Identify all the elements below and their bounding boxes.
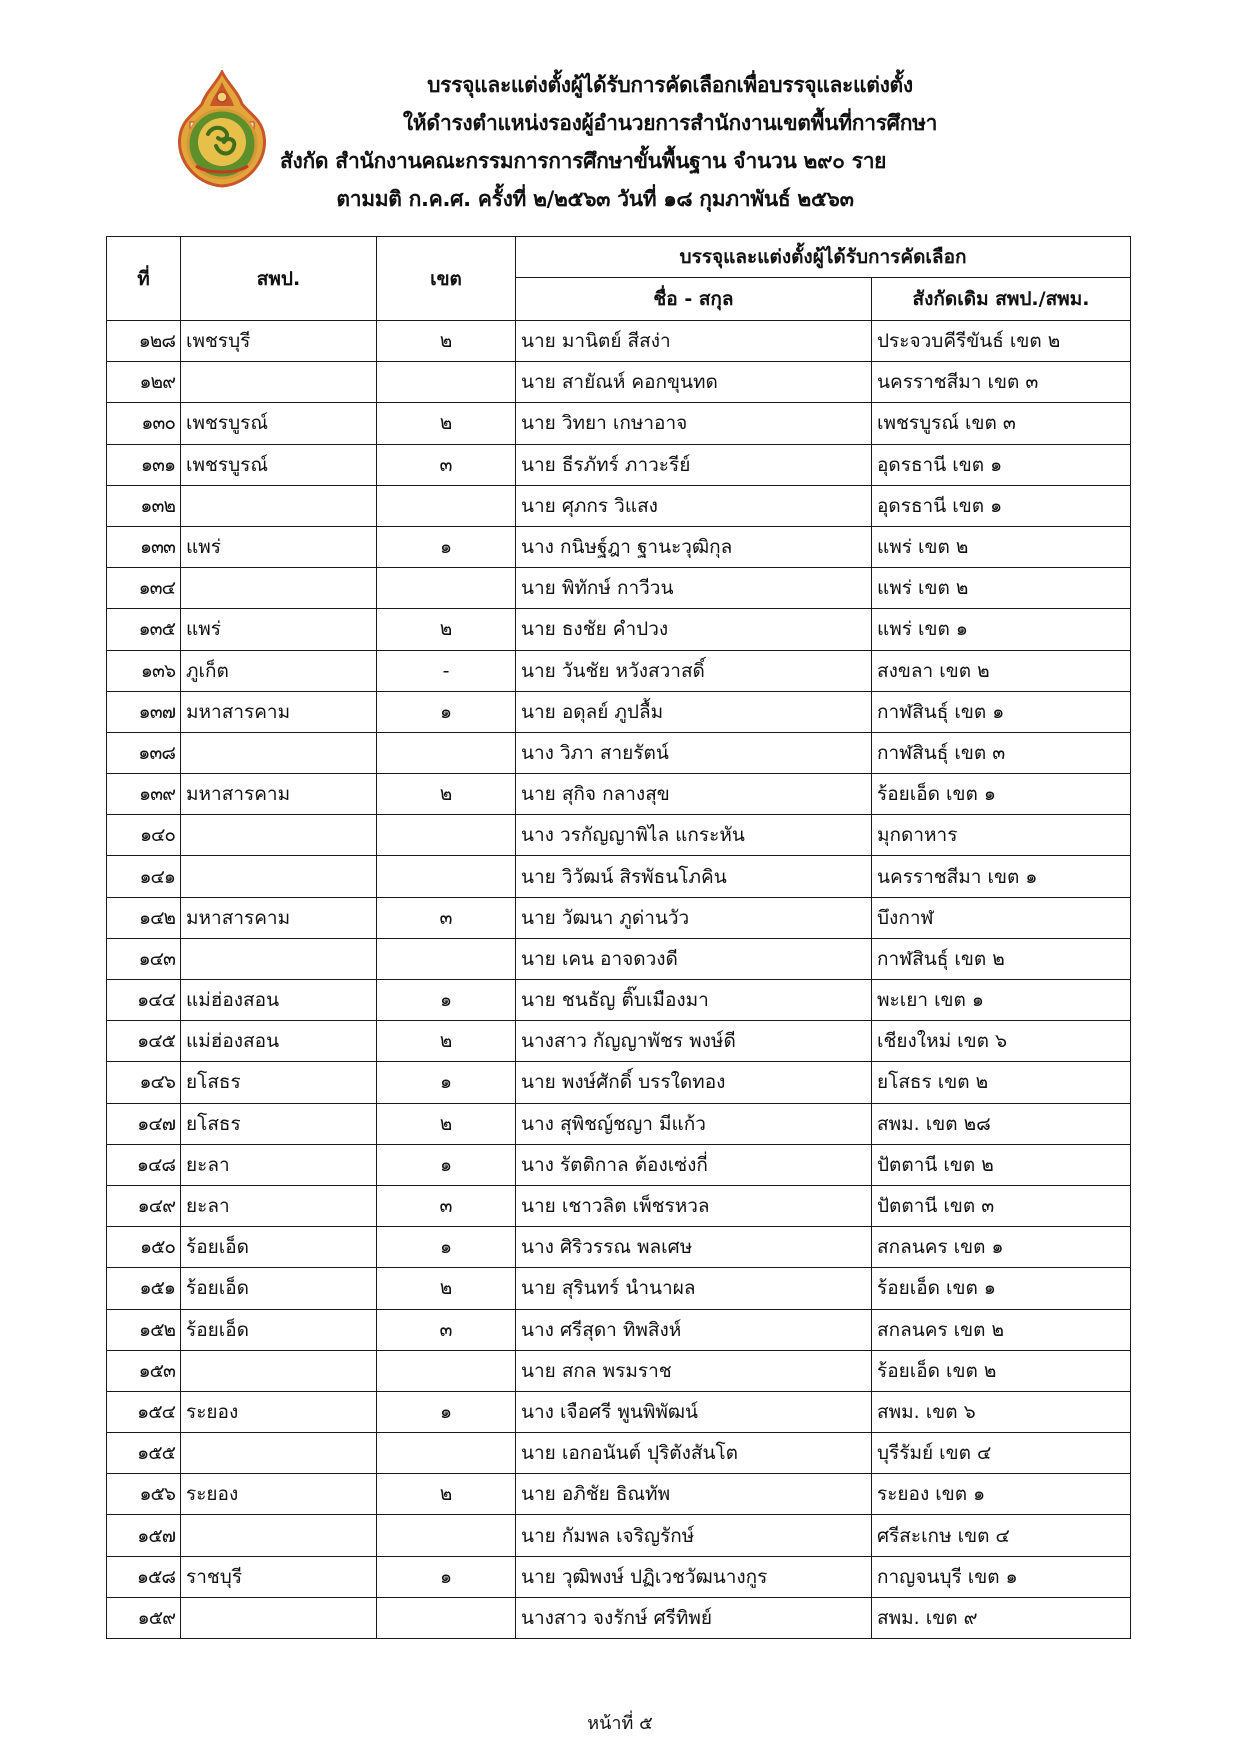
table-row xyxy=(107,1227,1131,1268)
name-cell: นาย สกล พรมราช xyxy=(516,1350,872,1391)
name-cell: นาง วิภา สายรัตน์ xyxy=(516,732,872,773)
row-number: ๑๕๑ xyxy=(107,1268,181,1309)
table-row xyxy=(107,1350,1131,1391)
table-row xyxy=(107,1021,1131,1062)
zone-cell xyxy=(377,568,516,609)
office-cell: เพชรบูรณ์ xyxy=(181,444,377,485)
origin-cell: อุดรธานี เขต ๑ xyxy=(872,444,1131,485)
table-row xyxy=(107,1185,1131,1226)
zone-cell xyxy=(377,1515,516,1556)
table-row xyxy=(107,609,1131,650)
office-cell: แม่ฮ่องสอน xyxy=(181,980,377,1021)
row-number: ๑๕๐ xyxy=(107,1227,181,1268)
table-row xyxy=(107,774,1131,815)
table-row xyxy=(107,568,1131,609)
name-cell: นาง กนิษฐ์ฎา ฐานะวุฒิกุล xyxy=(516,526,872,567)
office-cell xyxy=(181,485,377,526)
zone-cell xyxy=(377,362,516,403)
origin-cell: ร้อยเอ็ด เขต ๑ xyxy=(872,774,1131,815)
zone-cell: ๒ xyxy=(377,1021,516,1062)
name-cell: นาย วันชัย หวังสวาสดิ์ xyxy=(516,650,872,691)
row-number: ๑๔๓ xyxy=(107,938,181,979)
office-cell: ราชบุรี xyxy=(181,1556,377,1597)
row-number: ๑๔๘ xyxy=(107,1144,181,1185)
row-number: ๑๓๗ xyxy=(107,691,181,732)
origin-cell: แพร่ เขต ๒ xyxy=(872,568,1131,609)
row-number: ๑๒๘ xyxy=(107,321,181,362)
origin-cell: นครราชสีมา เขต ๑ xyxy=(872,856,1131,897)
row-number: ๑๔๔ xyxy=(107,980,181,1021)
zone-cell xyxy=(377,1350,516,1391)
column-header-office: สพป. xyxy=(181,237,377,321)
title-line-1: บรรจุและแต่งตั้งผู้ได้รับการคัดเลือกเพื่อบรรจุและแต่งตั้ง xyxy=(427,73,913,97)
name-cell: นาย ธีรภัทร์ ภาวะรีย์ xyxy=(516,444,872,485)
office-cell: ระยอง xyxy=(181,1391,377,1432)
name-cell: นาง รัตติกาล ต้องเซ่งกี่ xyxy=(516,1144,872,1185)
zone-cell: ๓ xyxy=(377,897,516,938)
name-cell: นาย มานิตย์ สีสง่า xyxy=(516,321,872,362)
row-number: ๑๓๔ xyxy=(107,568,181,609)
origin-cell: ระยอง เขต ๑ xyxy=(872,1474,1131,1515)
office-cell: เพชรบุรี xyxy=(181,321,377,362)
zone-cell xyxy=(377,1597,516,1638)
zone-cell xyxy=(377,938,516,979)
column-header-no: ที่ xyxy=(107,237,181,321)
zone-cell: ๒ xyxy=(377,1103,516,1144)
zone-cell: ๒ xyxy=(377,774,516,815)
origin-cell: สกลนคร เขต ๒ xyxy=(872,1309,1131,1350)
row-number: ๑๒๙ xyxy=(107,362,181,403)
origin-cell: สกลนคร เขต ๑ xyxy=(872,1227,1131,1268)
table-row xyxy=(107,980,1131,1021)
table-row xyxy=(107,650,1131,691)
origin-cell: สพม. เขต ๒๘ xyxy=(872,1103,1131,1144)
row-number: ๑๕๖ xyxy=(107,1474,181,1515)
row-number: ๑๕๕ xyxy=(107,1433,181,1474)
origin-cell: กาญจนบุรี เขต ๑ xyxy=(872,1556,1131,1597)
row-number: ๑๓๓ xyxy=(107,526,181,567)
row-number: ๑๕๗ xyxy=(107,1515,181,1556)
origin-cell: ร้อยเอ็ด เขต ๒ xyxy=(872,1350,1131,1391)
name-cell: นาย วิทยา เกษาอาจ xyxy=(516,403,872,444)
table-row xyxy=(107,897,1131,938)
table-row xyxy=(107,938,1131,979)
row-number: ๑๔๑ xyxy=(107,856,181,897)
zone-cell: ๑ xyxy=(377,1391,516,1432)
row-number: ๑๓๕ xyxy=(107,609,181,650)
zone-cell: ๑ xyxy=(377,980,516,1021)
table-row xyxy=(107,1268,1131,1309)
name-cell: นาง ศิริวรรณ พลเศษ xyxy=(516,1227,872,1268)
row-number: ๑๔๖ xyxy=(107,1062,181,1103)
office-cell xyxy=(181,568,377,609)
office-cell: ยะลา xyxy=(181,1185,377,1226)
office-cell: ยโสธร xyxy=(181,1062,377,1103)
table-row xyxy=(107,403,1131,444)
origin-cell: กาฬสินธุ์ เขต ๒ xyxy=(872,938,1131,979)
row-number: ๑๓๒ xyxy=(107,485,181,526)
column-header-group: บรรจุและแต่งตั้งผู้ได้รับการคัดเลือก xyxy=(516,237,1131,278)
name-cell: นาย สายัณห์ คอกขุนทด xyxy=(516,362,872,403)
office-cell: ยโสธร xyxy=(181,1103,377,1144)
zone-cell: ๓ xyxy=(377,1185,516,1226)
origin-cell: แพร่ เขต ๒ xyxy=(872,526,1131,567)
office-cell xyxy=(181,1350,377,1391)
origin-cell: พะเยา เขต ๑ xyxy=(872,980,1131,1021)
row-number: ๑๔๕ xyxy=(107,1021,181,1062)
origin-cell: กาฬสินธุ์ เขต ๓ xyxy=(872,732,1131,773)
table-row xyxy=(107,321,1131,362)
name-cell: นาย วัฒนา ภูด่านวัว xyxy=(516,897,872,938)
table-row xyxy=(107,1144,1131,1185)
obec-emblem-logo xyxy=(172,70,272,188)
row-number: ๑๓๖ xyxy=(107,650,181,691)
name-cell: นาง วรกัญญาพิไล แกระหัน xyxy=(516,815,872,856)
zone-cell: ๓ xyxy=(377,1309,516,1350)
office-cell xyxy=(181,815,377,856)
name-cell: นาย เอกอนันต์ ปุริตังสันโต xyxy=(516,1433,872,1474)
name-cell: นาย พงษ์ศักดิ์ บรรใดทอง xyxy=(516,1062,872,1103)
name-cell: นางสาว จงรักษ์ ศรีทิพย์ xyxy=(516,1597,872,1638)
document-title xyxy=(280,66,1050,218)
name-cell: นาย พิทักษ์ กาวีวน xyxy=(516,568,872,609)
column-header-zone: เขต xyxy=(377,237,516,321)
origin-cell: กาฬสินธุ์ เขต ๑ xyxy=(872,691,1131,732)
origin-cell: นครราชสีมา เขต ๓ xyxy=(872,362,1131,403)
name-cell: นาย เคน อาจดวงดี xyxy=(516,938,872,979)
row-number: ๑๓๘ xyxy=(107,732,181,773)
zone-cell: ๒ xyxy=(377,321,516,362)
table-row xyxy=(107,1433,1131,1474)
office-cell: เพชรบูรณ์ xyxy=(181,403,377,444)
origin-cell: บุรีรัมย์ เขต ๔ xyxy=(872,1433,1131,1474)
table-row xyxy=(107,732,1131,773)
name-cell: นาย กัมพล เจริญรักษ์ xyxy=(516,1515,872,1556)
zone-cell: ๑ xyxy=(377,1227,516,1268)
name-cell: นาง เจือศรี พูนพิพัฒน์ xyxy=(516,1391,872,1432)
name-cell: นาย เชาวลิต เพ็ชรหวล xyxy=(516,1185,872,1226)
office-cell: ยะลา xyxy=(181,1144,377,1185)
table-row xyxy=(107,362,1131,403)
row-number: ๑๓๙ xyxy=(107,774,181,815)
row-number: ๑๕๔ xyxy=(107,1391,181,1432)
office-cell xyxy=(181,362,377,403)
name-cell: นาย สุกิจ กลางสุข xyxy=(516,774,872,815)
table-row xyxy=(107,444,1131,485)
row-number: ๑๕๙ xyxy=(107,1597,181,1638)
row-number: ๑๓๐ xyxy=(107,403,181,444)
table-row xyxy=(107,1597,1131,1638)
office-cell xyxy=(181,1515,377,1556)
office-cell: มหาสารคาม xyxy=(181,774,377,815)
table-row xyxy=(107,815,1131,856)
zone-cell: ๑ xyxy=(377,526,516,567)
name-cell: นางสาว กัญญาพัชร พงษ์ดี xyxy=(516,1021,872,1062)
table-row xyxy=(107,1309,1131,1350)
emblem-icon xyxy=(172,70,272,188)
column-header-name: ชื่อ - สกุล xyxy=(516,278,872,321)
origin-cell: เชียงใหม่ เขต ๖ xyxy=(872,1021,1131,1062)
office-cell: แม่ฮ่องสอน xyxy=(181,1021,377,1062)
row-number: ๑๓๑ xyxy=(107,444,181,485)
table-row xyxy=(107,1103,1131,1144)
origin-cell: ร้อยเอ็ด เขต ๑ xyxy=(872,1268,1131,1309)
origin-cell: เพชรบูรณ์ เขต ๓ xyxy=(872,403,1131,444)
office-cell xyxy=(181,1433,377,1474)
zone-cell: - xyxy=(377,650,516,691)
table-body xyxy=(107,321,1131,1639)
origin-cell: สพม. เขต ๖ xyxy=(872,1391,1131,1432)
office-cell: แพร่ xyxy=(181,526,377,567)
table-row xyxy=(107,526,1131,567)
origin-cell: บึงกาฬ xyxy=(872,897,1131,938)
name-cell: นาย วุฒิพงษ์ ปฏิเวชวัฒนางกูร xyxy=(516,1556,872,1597)
office-cell: ร้อยเอ็ด xyxy=(181,1309,377,1350)
office-cell: ระยอง xyxy=(181,1474,377,1515)
office-cell: ภูเก็ต xyxy=(181,650,377,691)
name-cell: นาง ศรีสุดา ทิพสิงห์ xyxy=(516,1309,872,1350)
origin-cell: อุดรธานี เขต ๑ xyxy=(872,485,1131,526)
zone-cell xyxy=(377,485,516,526)
table-row xyxy=(107,1474,1131,1515)
office-cell xyxy=(181,732,377,773)
origin-cell: สงขลา เขต ๒ xyxy=(872,650,1131,691)
zone-cell: ๒ xyxy=(377,1474,516,1515)
title-line-4: ตามมติ ก.ค.ศ. ครั้งที่ ๒/๒๕๖๓ วันที่ ๑๘ กุมภาพันธ์ ๒๕๖๓ xyxy=(336,187,854,211)
zone-cell xyxy=(377,856,516,897)
title-line-2: ให้ดำรงตำแหน่งรองผู้อำนวยการสำนักงานเขตพื้นที่การศึกษา xyxy=(402,111,938,135)
name-cell: นาย วิวัฒน์ สิรพัธนโภคิน xyxy=(516,856,872,897)
row-number: ๑๕๘ xyxy=(107,1556,181,1597)
table-row xyxy=(107,691,1131,732)
zone-cell: ๑ xyxy=(377,1556,516,1597)
zone-cell: ๓ xyxy=(377,444,516,485)
origin-cell: ปัตตานี เขต ๒ xyxy=(872,1144,1131,1185)
row-number: ๑๔๐ xyxy=(107,815,181,856)
origin-cell: ศรีสะเกษ เขต ๔ xyxy=(872,1515,1131,1556)
table-row xyxy=(107,856,1131,897)
zone-cell: ๒ xyxy=(377,609,516,650)
table-row xyxy=(107,1515,1131,1556)
name-cell: นาย อภิชัย ธิณทัพ xyxy=(516,1474,872,1515)
origin-cell: ปัตตานี เขต ๓ xyxy=(872,1185,1131,1226)
appointment-table xyxy=(106,236,1131,1639)
office-cell: แพร่ xyxy=(181,609,377,650)
page-number: หน้าที่ ๕ xyxy=(587,1713,653,1734)
name-cell: นาย อดุลย์ ภูปลื้ม xyxy=(516,691,872,732)
zone-cell: ๑ xyxy=(377,1062,516,1103)
table-row xyxy=(107,485,1131,526)
origin-cell: มุกดาหาร xyxy=(872,815,1131,856)
row-number: ๑๕๓ xyxy=(107,1350,181,1391)
origin-cell: แพร่ เขต ๑ xyxy=(872,609,1131,650)
row-number: ๑๔๒ xyxy=(107,897,181,938)
zone-cell: ๒ xyxy=(377,403,516,444)
office-cell: มหาสารคาม xyxy=(181,897,377,938)
origin-cell: ยโสธร เขต ๒ xyxy=(872,1062,1131,1103)
zone-cell xyxy=(377,1433,516,1474)
title-line-3: สังกัด สำนักงานคณะกรรมการการศึกษาขั้นพื้นฐาน จำนวน ๒๙๐ ราย xyxy=(280,149,887,173)
office-cell: มหาสารคาม xyxy=(181,691,377,732)
zone-cell xyxy=(377,732,516,773)
name-cell: นาย สุรินทร์ นำนาผล xyxy=(516,1268,872,1309)
name-cell: นาย ชนธัญ ติ๊บเมืองมา xyxy=(516,980,872,1021)
name-cell: นาย ธงชัย คำปวง xyxy=(516,609,872,650)
zone-cell: ๑ xyxy=(377,1144,516,1185)
row-number: ๑๕๒ xyxy=(107,1309,181,1350)
office-cell xyxy=(181,938,377,979)
origin-cell: สพม. เขต ๙ xyxy=(872,1597,1131,1638)
office-cell xyxy=(181,1597,377,1638)
zone-cell xyxy=(377,815,516,856)
office-cell: ร้อยเอ็ด xyxy=(181,1227,377,1268)
office-cell: ร้อยเอ็ด xyxy=(181,1268,377,1309)
zone-cell: ๒ xyxy=(377,1268,516,1309)
table-row xyxy=(107,1556,1131,1597)
table-row xyxy=(107,1062,1131,1103)
row-number: ๑๔๙ xyxy=(107,1185,181,1226)
column-header-origin: สังกัดเดิม สพป./สพม. xyxy=(872,278,1131,321)
table-row xyxy=(107,1391,1131,1432)
office-cell xyxy=(181,856,377,897)
row-number: ๑๔๗ xyxy=(107,1103,181,1144)
zone-cell: ๑ xyxy=(377,691,516,732)
name-cell: นาง สุพิชญ์ชญา มีแก้ว xyxy=(516,1103,872,1144)
origin-cell: ประจวบคีรีขันธ์ เขต ๒ xyxy=(872,321,1131,362)
name-cell: นาย ศุภกร วิแสง xyxy=(516,485,872,526)
